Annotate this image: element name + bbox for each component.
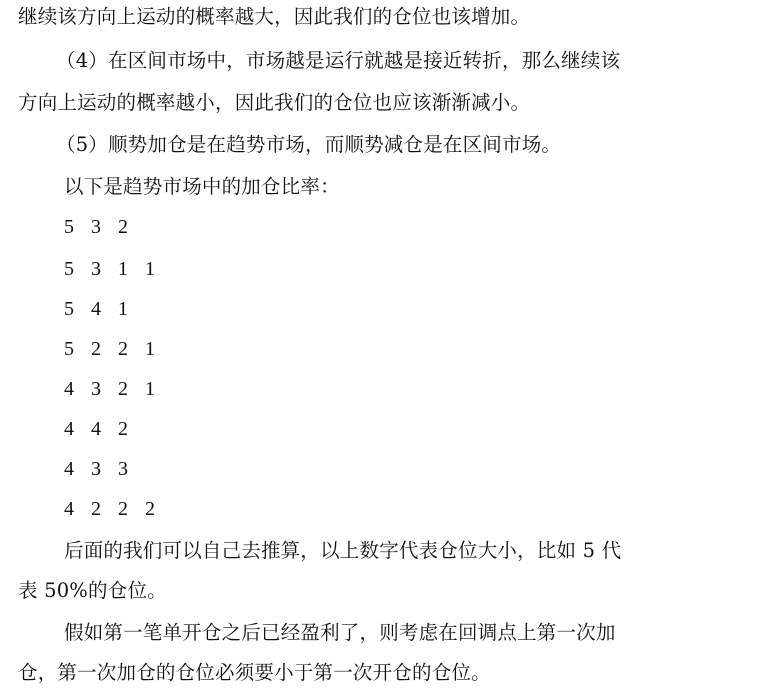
ratio-row: 4 4 2	[64, 418, 134, 440]
ratio-intro-line: 以下是趋势市场中的加仓比率：	[64, 175, 340, 198]
paragraph-continuation-line: 继续该方向上运动的概率越大，因此我们的仓位也该增加。	[18, 5, 531, 28]
closing-paragraph-2-line-1: 假如第一笔单开仓之后已经盈利了，则考虑在回调点上第一次加	[64, 621, 616, 644]
closing-paragraph-2-line-2: 仓，第一次加仓的仓位必须要小于第一次开仓的仓位。	[18, 661, 491, 684]
ratio-row: 5 4 1	[64, 298, 134, 320]
ratio-row: 4 3 3	[64, 458, 134, 480]
ratio-row: 4 2 2 2	[64, 498, 161, 520]
ratio-row: 4 3 2 1	[64, 378, 161, 400]
point-5-line: （5）顺势加仓是在趋势市场，而顺势减仓是在区间市场。	[56, 133, 562, 156]
closing-paragraph-1-line-2: 表 50%的仓位。	[18, 579, 167, 602]
closing-paragraph-1-line-1: 后面的我们可以自己去推算，以上数字代表仓位大小，比如 5 代	[64, 539, 622, 562]
ratio-row: 5 3 2	[64, 216, 134, 238]
point-4-line-1: （4）在区间市场中，市场越是运行就越是接近转折，那么继续该	[56, 49, 621, 72]
point-4-line-2: 方向上运动的概率越小，因此我们的仓位也应该渐渐减小。	[18, 91, 531, 114]
ratio-row: 5 2 2 1	[64, 338, 161, 360]
ratio-row: 5 3 1 1	[64, 258, 161, 280]
